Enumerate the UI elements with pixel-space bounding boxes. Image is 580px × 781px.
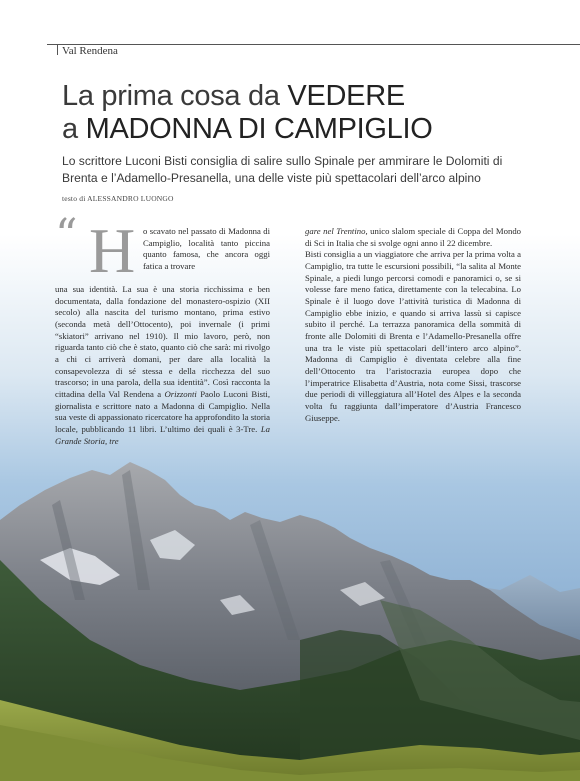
deck: Lo scrittore Luconi Bisti consiglia di salire sullo Spinale per ammirare le Dolomiti di Brenta e l’Adamello-Presanella, una delle viste più spettacolari dell’arco alpino: [62, 154, 503, 185]
section-label: Val Rendena: [62, 45, 118, 57]
left-body-2: Paolo Luconi Bisti, giornalista e scrittore nato a Madonna di Campiglio. Nella sua veste di appassionato ricercatore ha approfondito la storia locale, pubblicando 11 libri. L’ultimo dei quali è 3-Tre.: [55, 388, 271, 434]
right-column: [305, 226, 521, 424]
left-body-italic-2: La Grande Storia, tre: [55, 423, 270, 446]
headline: [62, 80, 542, 146]
byline: testo di ALESSANDRO LUONGO: [62, 194, 174, 203]
right-body-1: , unico slalom speciale di Coppa del Mondo di Sci in Italia che si svolge ogni anno il 22 dicembre.: [305, 226, 522, 248]
left-body-1: una sua identità. La sua è una storia ricchissima e ben documentata, dalla fondazione del monastero-ospizio (XII secolo) alla nascita del turismo montano, prima estivo (seconda metà dell’Ottocento), poi invernale (i primi “skiatori” arrivano nel 1910). Il mio lavoro, però, non riguarda tanto ciò che è stato, quanto ciò che sarà: mi rivolgo a chi ci arriverà domani, per dare alla località la consapevolezza di sé stessa e della ricchezza del suo trascorso; in una parola, della sua identità”. Così racconta la cittadina della Val Rendena a: [55, 284, 270, 399]
headline-line2-strong: MADONNA DI CAMPIGLIO: [85, 113, 433, 145]
drop-cap: H: [89, 215, 136, 286]
headline-line1-strong: VEDERE: [287, 80, 405, 112]
section-tick: [57, 44, 58, 55]
lead-paragraph: o scavato nel passato di Madonna di Campiglio, località tanto piccina quanto famosa, che ancora oggi fatica a trovare: [143, 226, 270, 271]
section-rule: [47, 44, 580, 45]
right-body-2: Bisti consiglia a un viaggiatore che arriva per la prima volta a Campiglio, tra tutte le escursioni possibili, “la salita al Monte Spinale, a piedi lungo percorsi comodi e panoramici o, se si volesse fare meno fatica, direttamente con la telecabina. Lo Spinale è il luogo dove l’attività turistica di Madonna di Campiglio ebbe inizio, e quando si arriva lassù si capisce subito il perché. La terrazza panoramica della sommità di fronte alle Dolomiti di Brenta e l’Adamello-Presanella offre una tra le viste più spettacolari dell’intero arco alpino”. Madonna di Campiglio è diventata celebre alla fine dell’Ottocento tra l’aristocrazia europea dopo che l’imperatrice Elisabetta d’Austria, nota come Sissi, trascorse due periodi di villeggiatura all’Hotel des Alpes e la seconda volta fu raggiunta dall’imperatore d’Austria Francesco Giuseppe.: [305, 249, 521, 423]
headline-line1-light: La prima cosa da: [62, 80, 288, 112]
quote-mark: “: [55, 210, 78, 261]
left-column: [55, 284, 270, 447]
right-italic-1: gare nel Trentino: [305, 226, 366, 236]
headline-line2-light: a: [62, 113, 86, 145]
left-body-italic-1: Orizzonti: [164, 388, 197, 399]
